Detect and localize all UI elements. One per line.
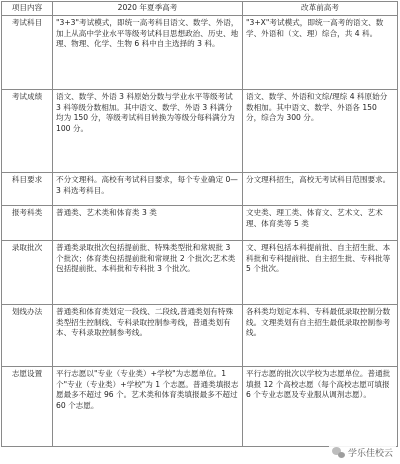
row-label: 报考科类 bbox=[2, 206, 53, 241]
cell-2020: 语文、数学、外语 3 科原始分数与学业水平等级考试 3 科等级分数相加。其中语文、数学、外语 3 科满分均为 150 分，等级考试科目转换为等级分每科满分为 100 分。 bbox=[53, 90, 243, 173]
table-row bbox=[2, 173, 398, 206]
row-label: 考试成绩 bbox=[2, 90, 53, 173]
cell-2020: 普通类录取批次包括提前批、特殊类型批和常规批 3 个批次；体育类包括提前批和常规批 2 个批次;艺术类包括提前批、本科批和专科批 3 个批次。 bbox=[53, 241, 243, 305]
table-row bbox=[2, 16, 398, 90]
row-label: 录取批次 bbox=[2, 241, 53, 305]
row-label: 考试科目 bbox=[2, 16, 53, 90]
wechat-icon bbox=[332, 447, 345, 458]
header-pre-reform: 改革前高考 bbox=[243, 2, 398, 16]
cell-2020: "3+3"考试模式，即统一高考科目语文、数学、外语，加上从高中学业水平等级考试科目思想政治、历史、地理、物理、化学、生物 6 科中自主选择的 3 科。 bbox=[53, 16, 243, 90]
cell-2020: 普通类、艺术类和体育类 3 类 bbox=[53, 206, 243, 241]
cell-pre-reform: 各科类均划定本科、专科最低录取控制分数线。文理类划有自主招生最低录取控制参考线。 bbox=[243, 305, 398, 367]
cell-2020: 不分文理科。高校有考试科目要求，每个专业确定 0—3 科选考科目。 bbox=[53, 173, 243, 206]
cell-pre-reform: "3+X"考试模式，即统一高考的语文、数学、外语和（文、理）综合，共 4 科。 bbox=[243, 16, 398, 90]
cell-pre-reform: 语文、数学、外语和文综/理综 4 科原始分数相加。其中语文、数学、外语各 150 分，综合为 300 分。 bbox=[243, 90, 398, 173]
cell-2020: 普通类和体育类划定一段线、二段线,普通类划有特殊类型招生控制线、专科录取控制参考线，普通类划有本、专科录取控制参考线。 bbox=[53, 305, 243, 367]
table-row bbox=[2, 305, 398, 367]
cell-pre-reform: 文、理科包括本科提前批、自主招生批、本科批和专科提前批、自主招生批、专科批等 5 个批次。 bbox=[243, 241, 398, 305]
header-item: 项目内容 bbox=[2, 2, 53, 16]
table-row bbox=[2, 367, 398, 447]
header-2020: 2020 年夏季高考 bbox=[53, 2, 243, 16]
row-label: 科目要求 bbox=[2, 173, 53, 206]
table-header-row bbox=[2, 2, 398, 16]
row-label: 志愿设置 bbox=[2, 367, 53, 447]
watermark-text: 学乐佳校云 bbox=[347, 449, 393, 459]
row-label: 划线办法 bbox=[2, 305, 53, 367]
table-row bbox=[2, 90, 398, 173]
table-row bbox=[2, 206, 398, 241]
watermark bbox=[329, 445, 396, 460]
comparison-table bbox=[1, 1, 398, 447]
table-row bbox=[2, 241, 398, 305]
cell-2020: 平行志愿以"专业（专业类）+学校"为志愿单位。1 个"专业（专业类）+学校"为 1 个志愿。普通类填报志愿最多不超过 96 个。艺术类和体育类填报最多不超过 60 个志愿。 bbox=[53, 367, 243, 447]
cell-pre-reform: 平行志愿的批次以学校为志愿单位。普通批填报 12 个高校志愿（每个高校志愿可填报 6 个专业志愿及专业服从调剂志愿）。 bbox=[243, 367, 398, 447]
cell-pre-reform: 分文理科招生，高校无考试科目范围要求。 bbox=[243, 173, 398, 206]
cell-pre-reform: 文史类、理工类、体育文、艺术文、艺术理、体育类等 5 类 bbox=[243, 206, 398, 241]
